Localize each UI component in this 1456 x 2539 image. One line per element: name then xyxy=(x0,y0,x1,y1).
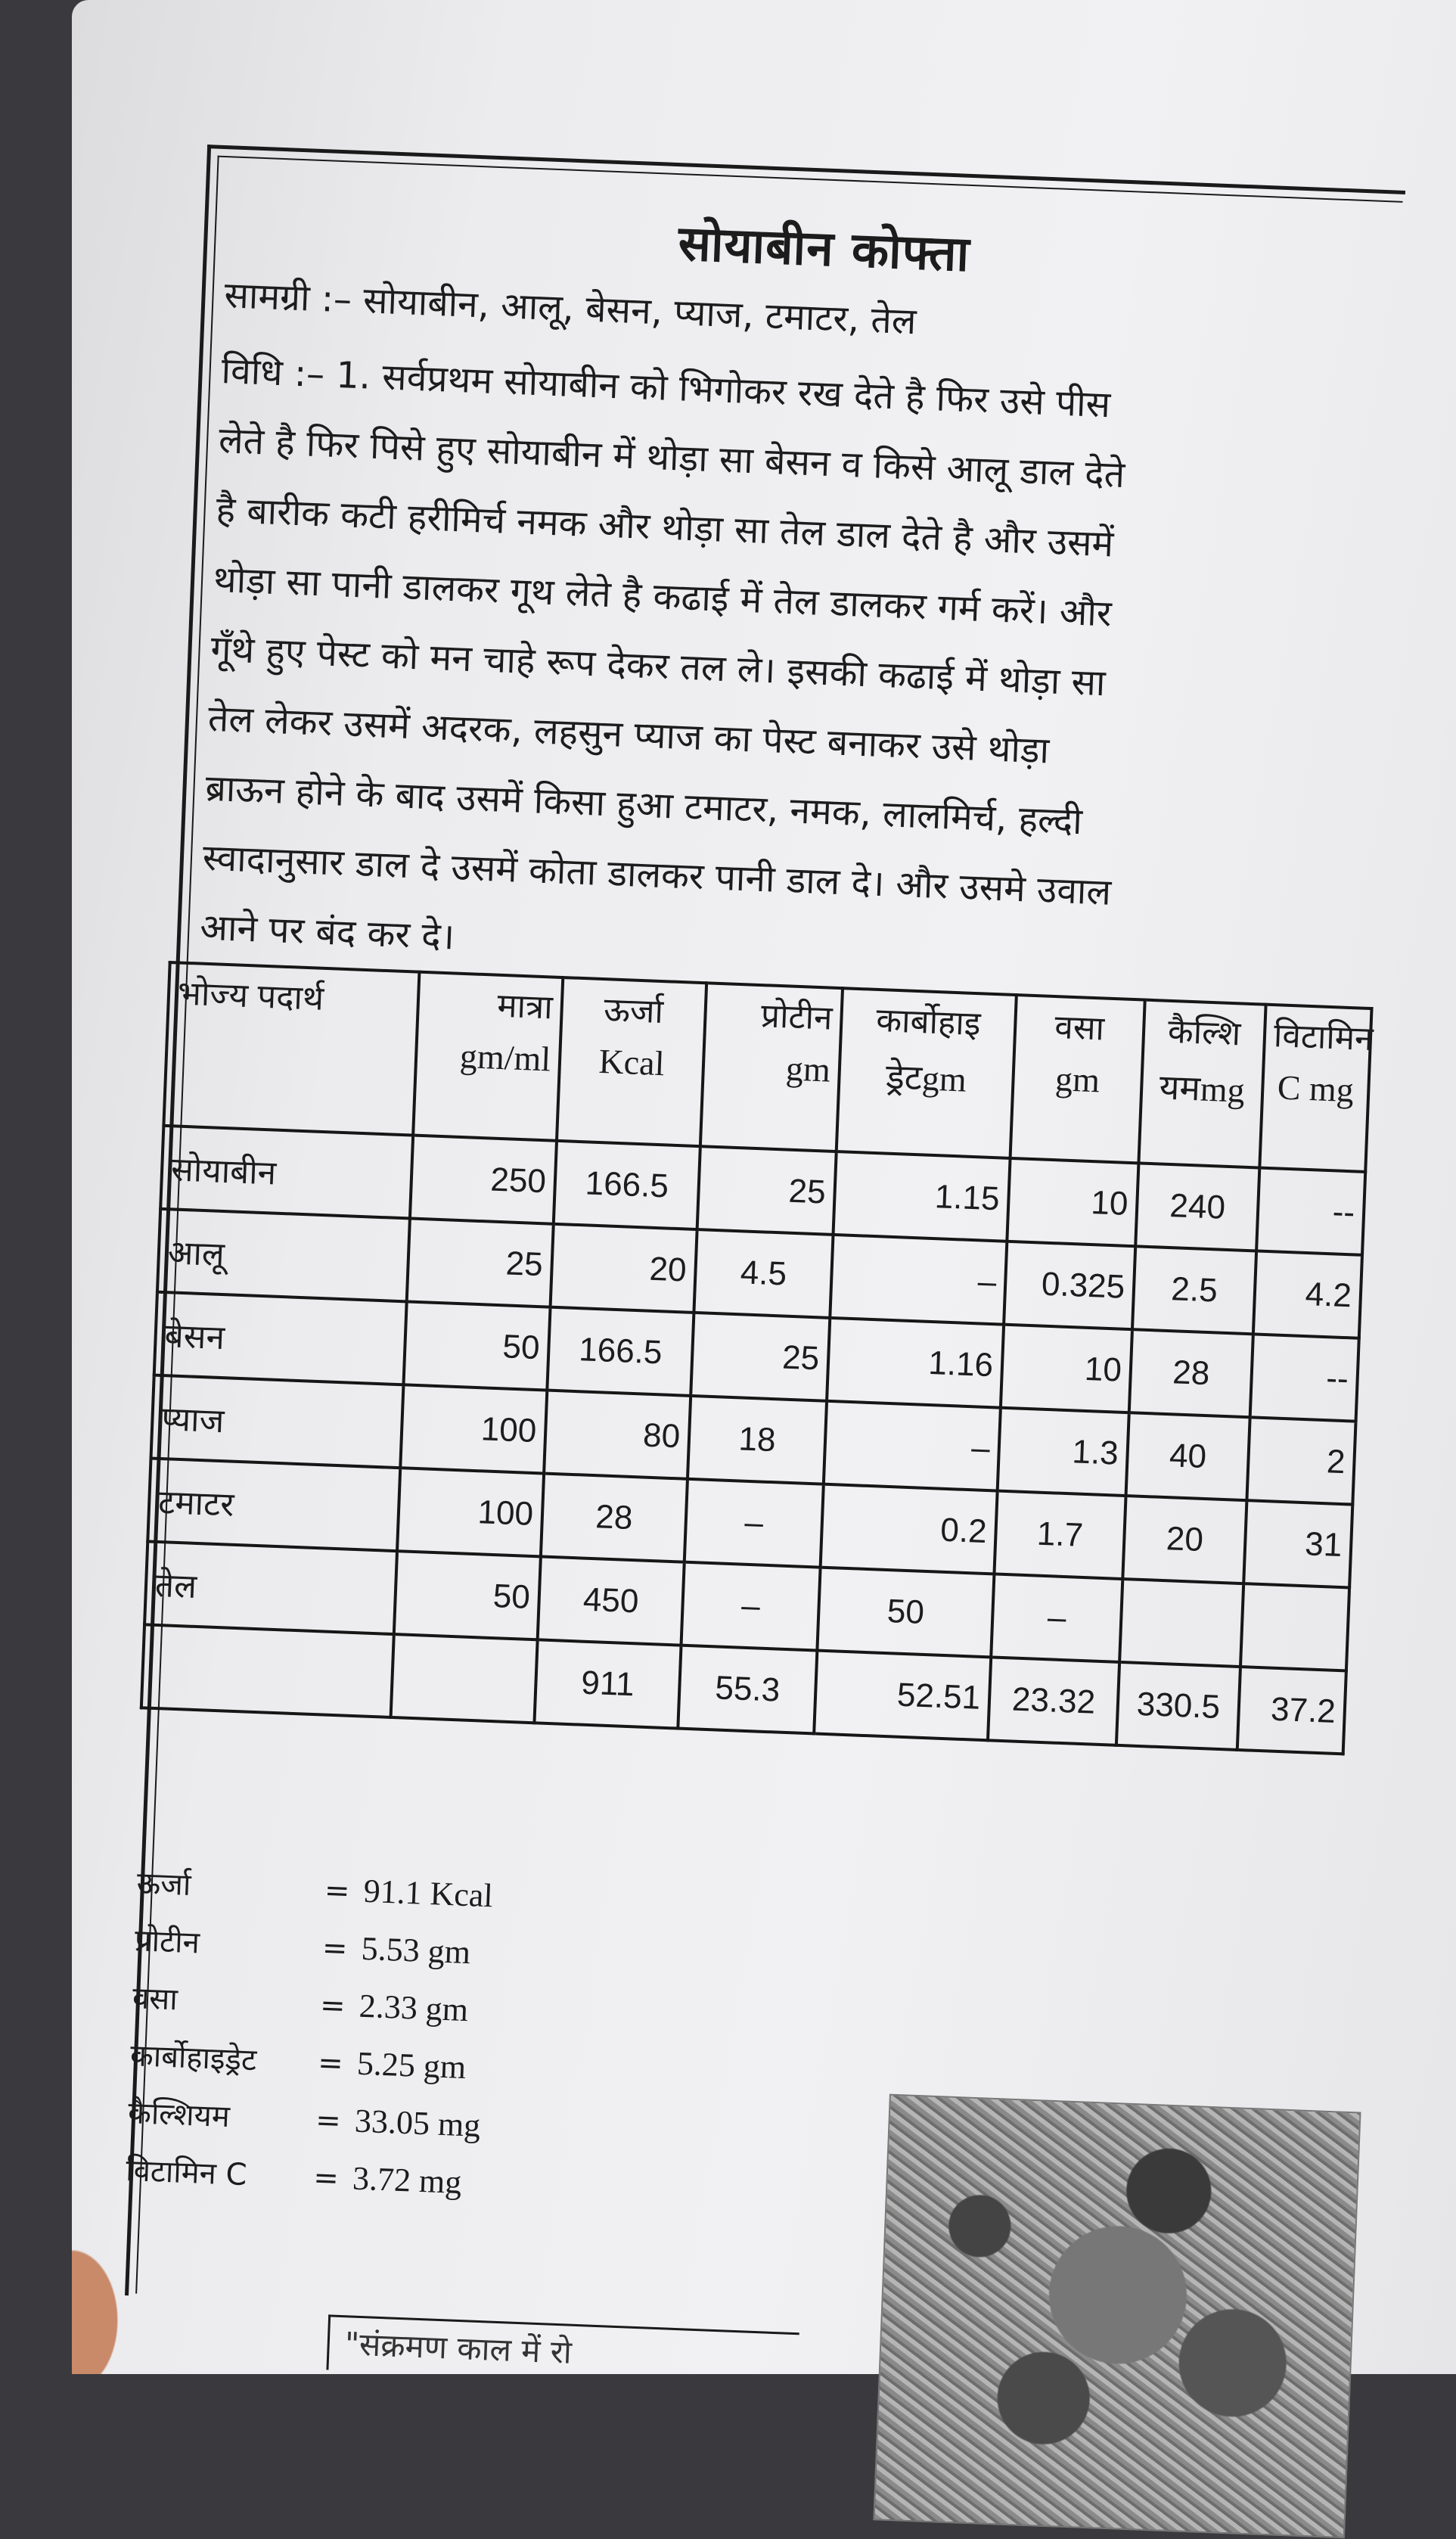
cell-quantity xyxy=(391,1634,538,1723)
cell-carbohydrate: 50 xyxy=(817,1568,994,1658)
summary-calcium: कैल्शियम = 33.05 mg xyxy=(127,2096,482,2144)
cell-fat: 10 xyxy=(1001,1325,1132,1412)
cell-fat: 10 xyxy=(1007,1158,1138,1246)
dish-photo xyxy=(873,2094,1361,2539)
summary-fat: वसा = 2.33 gm xyxy=(132,1981,469,2029)
cell-quantity: 25 xyxy=(407,1218,554,1307)
cell-energy: 450 xyxy=(538,1556,685,1645)
cell-quantity: 50 xyxy=(394,1551,541,1639)
cell-carbohydrate: 1.16 xyxy=(827,1318,1004,1408)
cell-food: टमाटर xyxy=(147,1459,400,1552)
header-calcium: कैल्शि यमmg xyxy=(1138,1000,1265,1168)
cell-protein: – xyxy=(681,1562,821,1651)
cell-protein: – xyxy=(685,1479,824,1568)
method-line: थोड़ा सा पानी डालकर गूथ लेते है कढाई में तेल डालकर गर्म करें। और xyxy=(213,558,1113,636)
cell-vitamin-c: 31 xyxy=(1243,1500,1352,1587)
cell-carbohydrate: – xyxy=(830,1235,1007,1325)
thumb-shadow xyxy=(72,2239,125,2374)
cell-fat: 1.7 xyxy=(994,1491,1125,1579)
cell-vitamin-c: 2 xyxy=(1246,1417,1355,1504)
cell-protein-total: 55.3 xyxy=(678,1646,817,1734)
header-energy: ऊर्जा Kcal xyxy=(557,977,706,1146)
cell-carbohydrate-total: 52.51 xyxy=(814,1651,991,1741)
cell-vitamin-c xyxy=(1240,1583,1349,1670)
cell-vitamin-c: -- xyxy=(1250,1334,1359,1421)
method-line: विधि :– 1. सर्वप्रथम सोयाबीन को भिगोकर रख देते है फिर उसे पीस xyxy=(220,350,1112,427)
ingredients-line: सामग्री :– सोयाबीन, आलू, बेसन, प्याज, टमाटर, तेल xyxy=(223,274,917,343)
cell-fat: – xyxy=(991,1574,1122,1661)
cell-calcium xyxy=(1119,1579,1243,1667)
cell-food: तेल xyxy=(144,1541,397,1634)
cell-quantity: 100 xyxy=(400,1384,547,1473)
cell-fat-total: 23.32 xyxy=(988,1657,1119,1745)
summary-vitamin-c: विटामिन C = 3.72 mg xyxy=(125,2152,463,2202)
cell-energy: 20 xyxy=(551,1224,697,1313)
cell-protein: 18 xyxy=(688,1396,827,1484)
header-vitamin-c: विटामिन C mg xyxy=(1259,1005,1371,1172)
cell-fat: 1.3 xyxy=(998,1408,1129,1496)
header-food: भोज्य पदार्थ xyxy=(163,962,419,1136)
recipe-title: सोयाबीन कोफ्ता xyxy=(677,215,971,283)
method-line: है बारीक कटी हरीमिर्च नमक और थोड़ा सा तेल डाल देते है और उसमें xyxy=(215,488,1115,566)
method-line: ब्राऊन होने के बाद उसमें किसा हुआ टमाटर, नमक, लालमिर्च, हल्दी xyxy=(204,766,1083,844)
cell-vitamin-c-total: 37.2 xyxy=(1237,1667,1346,1754)
book-page xyxy=(72,0,1456,2374)
cell-food: आलू xyxy=(157,1209,410,1302)
cell-quantity: 50 xyxy=(403,1301,550,1390)
cell-energy: 28 xyxy=(541,1474,688,1562)
header-quantity: मात्रा gm/ml xyxy=(413,972,563,1141)
cell-food: प्याज xyxy=(151,1375,403,1468)
cell-calcium-total: 330.5 xyxy=(1116,1662,1240,1750)
method-line: तेल लेकर उसमें अदरक, लहसुन प्याज का पेस्ट बनाकर उसे थोड़ा xyxy=(207,697,1051,772)
method-line: स्वादानुसार डाल दे उसमें कोता डालकर पानी डाल दे। और उसमे उवाल xyxy=(201,836,1113,914)
cell-energy: 166.5 xyxy=(554,1141,700,1229)
cell-protein: 25 xyxy=(691,1313,830,1401)
cell-calcium: 40 xyxy=(1126,1412,1250,1500)
cell-quantity: 100 xyxy=(397,1468,544,1556)
summary-energy: ऊर्जा = 91.1 Kcal xyxy=(136,1866,494,1915)
method-line: लेते है फिर पिसे हुए सोयाबीन में थोड़ा सा बेसन व किसे आलू डाल देते xyxy=(218,419,1126,496)
cell-energy: 166.5 xyxy=(547,1307,694,1396)
cell-protein: 4.5 xyxy=(694,1229,833,1318)
footer-quote: "संक्रमण काल में रो xyxy=(326,2314,799,2388)
cell-food xyxy=(141,1624,394,1717)
header-protein: प्रोटीन gm xyxy=(700,983,843,1151)
cell-vitamin-c: 4.2 xyxy=(1253,1251,1362,1338)
cell-fat: 0.325 xyxy=(1004,1242,1135,1329)
header-carbohydrate: कार्बोहाइ ड्रेटgm xyxy=(837,988,1017,1158)
cell-food: बेसन xyxy=(154,1292,407,1385)
cell-carbohydrate: 0.2 xyxy=(821,1484,998,1574)
cell-carbohydrate: 1.15 xyxy=(834,1151,1011,1242)
method-line: गूँथे हुए पेस्ट को मन चाहे रूप देकर तल ले। इसकी कढाई में थोड़ा सा xyxy=(210,627,1107,705)
header-fat: वसा gm xyxy=(1011,995,1145,1163)
cell-calcium: 28 xyxy=(1129,1329,1253,1417)
summary-carbohydrate: कार्बोहाइड्रेट = 5.25 gm xyxy=(129,2038,467,2087)
cell-calcium: 2.5 xyxy=(1132,1246,1256,1334)
page-content xyxy=(101,129,1455,2370)
summary-protein: प्रोटीन = 5.53 gm xyxy=(134,1923,471,1972)
cell-vitamin-c: -- xyxy=(1256,1168,1365,1255)
cell-protein: 25 xyxy=(697,1146,837,1235)
cell-calcium: 240 xyxy=(1135,1163,1259,1251)
cell-food: सोयाबीन xyxy=(160,1126,413,1219)
cell-calcium: 20 xyxy=(1122,1496,1246,1583)
cell-energy-total: 911 xyxy=(534,1639,681,1728)
cell-quantity: 250 xyxy=(410,1136,557,1224)
nutrition-table xyxy=(140,961,1374,1755)
cell-carbohydrate: – xyxy=(824,1401,1001,1491)
method-line: आने पर बंद कर दे। xyxy=(199,906,456,959)
cell-energy: 80 xyxy=(544,1391,691,1479)
